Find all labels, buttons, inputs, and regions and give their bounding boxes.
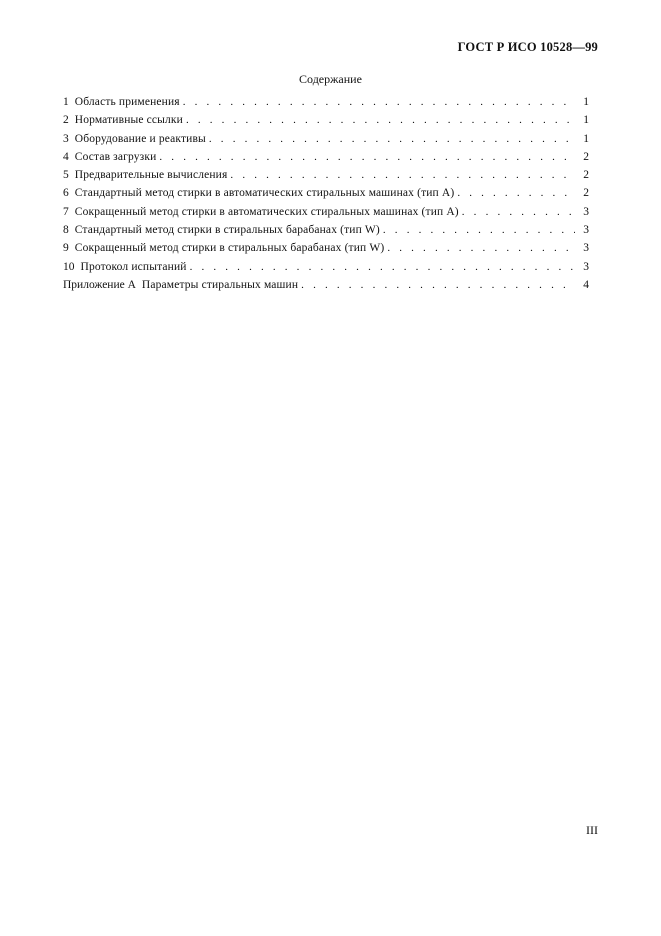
- toc-leader-dots: [209, 133, 575, 145]
- toc-entry[interactable]: [63, 242, 589, 260]
- toc-entry-page: 1: [583, 96, 589, 108]
- toc-entry-number: 8: [63, 224, 69, 237]
- toc-entry[interactable]: [63, 151, 589, 169]
- document-code: ГОСТ Р ИСО 10528—99: [457, 40, 598, 54]
- toc-entry[interactable]: [63, 133, 589, 151]
- toc-entry-page: 2: [583, 187, 589, 200]
- toc-entry-page: 1: [583, 114, 589, 127]
- toc-leader-dots: [387, 242, 575, 254]
- toc-entry[interactable]: [63, 169, 589, 187]
- toc-entry-title: Состав загрузки: [74, 150, 157, 163]
- table-of-contents: [63, 96, 589, 297]
- toc-leader-dots: [383, 224, 575, 236]
- toc-entry-number: 7: [63, 205, 69, 218]
- toc-entry[interactable]: [63, 224, 589, 242]
- toc-entry-title: Нормативные ссылки: [74, 114, 183, 127]
- toc-entry-number: 10: [63, 260, 75, 273]
- toc-entry-page: 2: [583, 150, 589, 163]
- toc-entry-title: Область применения: [74, 96, 180, 108]
- toc-entry[interactable]: [63, 187, 589, 205]
- toc-leader-dots: [183, 96, 575, 108]
- toc-entry-appendix[interactable]: [63, 279, 589, 297]
- toc-entry-number: 5: [63, 169, 69, 182]
- toc-entry[interactable]: [63, 114, 589, 132]
- toc-leader-dots: [230, 169, 575, 181]
- toc-entry-title: Протокол испытаний: [80, 260, 187, 273]
- toc-entry-page: 3: [583, 242, 589, 255]
- toc-entry-title: Стандартный метод стирки в автоматических стиральных машинах (тип А): [74, 187, 455, 200]
- toc-entry-page: 3: [583, 205, 589, 218]
- toc-entry[interactable]: [63, 261, 589, 279]
- toc-appendix-label: Приложение А: [63, 278, 136, 291]
- toc-entry[interactable]: [63, 96, 589, 114]
- toc-entry-page: 3: [583, 224, 589, 237]
- page-number: III: [586, 823, 598, 837]
- toc-leader-dots: [462, 206, 575, 218]
- toc-entry-page: 2: [583, 169, 589, 182]
- toc-entry-title: Сокращенный метод стирки в автоматических стиральных машинах (тип А): [74, 205, 459, 218]
- toc-leader-dots: [190, 261, 575, 273]
- toc-entry-number: 1: [63, 96, 69, 108]
- toc-entry-title: Стандартный метод стирки в стиральных барабанах (тип W): [74, 224, 380, 237]
- toc-entry-page: 4: [583, 278, 589, 291]
- toc-entry-number: 2: [63, 114, 69, 127]
- toc-entry-number: 4: [63, 150, 69, 163]
- toc-leader-dots: [186, 114, 575, 126]
- toc-entry-title: Предварительные вычисления: [74, 169, 228, 182]
- toc-entry-number: 6: [63, 187, 69, 200]
- toc-leader-dots: [457, 187, 575, 199]
- toc-entry-page: 1: [583, 132, 589, 145]
- toc-leader-dots: [301, 279, 575, 291]
- toc-title: Содержание: [299, 72, 362, 86]
- toc-entry[interactable]: [63, 206, 589, 224]
- toc-entry-title: Оборудование и реактивы: [74, 132, 206, 145]
- toc-entry-number: 9: [63, 242, 69, 255]
- toc-leader-dots: [159, 151, 575, 163]
- toc-entry-page: 3: [583, 260, 589, 273]
- toc-entry-number: 3: [63, 132, 69, 145]
- toc-entry-title: Параметры стиральных машин: [141, 278, 299, 291]
- toc-entry-title: Сокращенный метод стирки в стиральных барабанах (тип W): [74, 242, 385, 255]
